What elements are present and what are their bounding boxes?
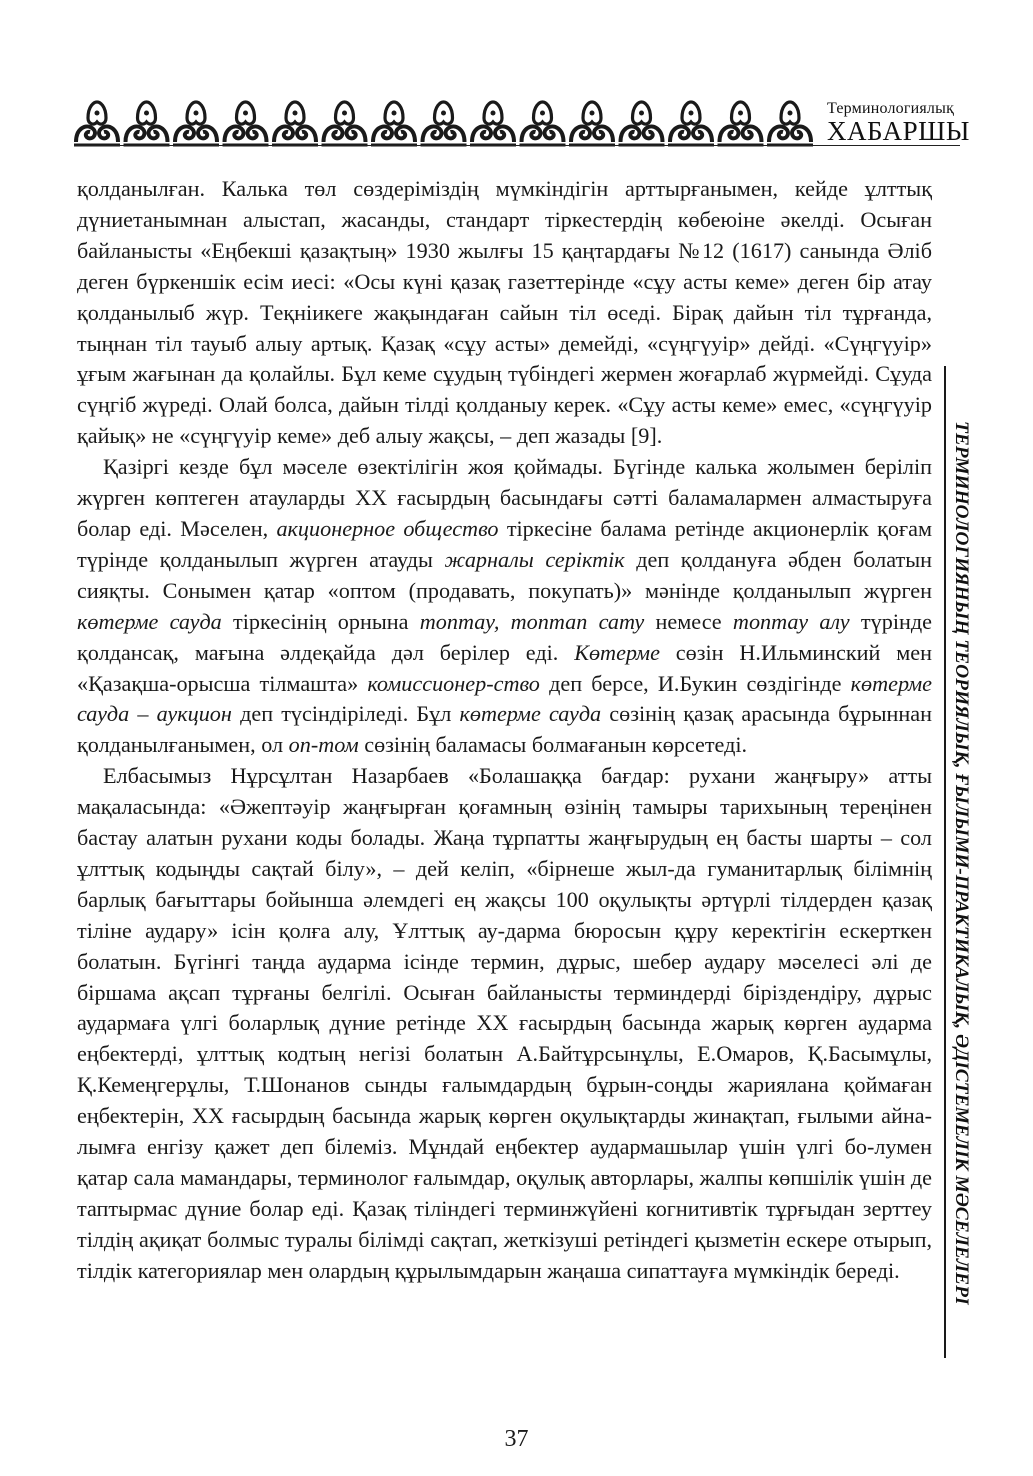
- journal-name-large: ХАБАРШЫ: [827, 116, 970, 146]
- italic-term: топтау алу: [732, 608, 850, 634]
- text-run: сөзiн Н.Ильминский мен «Қазақша-орысша тiлмашта»: [77, 639, 932, 696]
- journal-name-small: Терминологиялық: [827, 100, 955, 117]
- header-divider: [74, 145, 960, 146]
- ornament-motif: [124, 102, 170, 145]
- italic-term: көтерме сауда: [459, 701, 602, 727]
- text-run: Қазiргi кезде бұл мәселе өзектiлiгiн жоя қоймады. Бүгiнде калька жолымен берiлiп жүрген көптеген атауларды ХХ ғасырдың басындағы сәттi баламалармен алмастыруға болар едi. Мәселен,: [77, 454, 932, 541]
- italic-term: акционерное общество: [276, 515, 499, 541]
- ornament-motif: [470, 102, 516, 145]
- text-run: сөзiнiң баламасы болмағанын көрсетедi.: [358, 732, 748, 758]
- text-run: түрiнде қолдансақ, мағына әлдеқайда дәл берiлер едi.: [77, 608, 932, 665]
- paragraph-1: қолданылған. Калька төл сөздерiмiздiң мүмкiндiгiн арттырғанымен, кейде ұлттық дүниетанымнан алыстап, жасанды, стандарт тiркестердiң көбеюiне әкелдi. Осыған байланысты «Еңбекшi қазақтың» 1930 жылғы 15 қаңтардағы №12 (1617) санында Әлiб деген бүркеншiк есiм иесi: «Осы күнi қазақ газеттерiнде «сұу асты кеме» деген бiр атау қолданылыб жүр. Тeқнiикеге жақындаған сайын тiл өседi. Бiрақ дайын тiл тұрғанда, тыңнан тiл тауыб алыу артық. Қазақ «сұу асты» демейдi, «сүңгүуiр» дейдi. «Сүңгүуiр» ұғым жағынан да қолайлы. Бұл кеме сұудың түбiндегi жермен жоғарлаб жүрмейдi. Сұуда сүңгiб жүредi. Олай болса, дайын тiлдi қолданыу керек. «Сұу асты кеме» емес, «сүңгүуiр қайық» не «сүңгүуiр кеме» деб алыу жақсы, – деп жазады [9].: [77, 176, 932, 449]
- italic-term: Көтерме: [574, 639, 660, 665]
- ornament-motif: [272, 102, 318, 145]
- text-run: деп берсе, И.Букин сөздiгiнде: [539, 670, 851, 696]
- ornament-motif: [718, 102, 764, 145]
- text-run: тiркесiнiң орнына: [221, 608, 420, 634]
- italic-term: оп-том: [288, 732, 359, 758]
- ornament-motif: [668, 102, 714, 145]
- paragraph-3: Елбасымыз Нұрсұлтан Назарбаев «Болашаққа бағдар: рухани жаңғыру» атты мақаласында: «Әжептәуiр жаңғырған қоғамның өзiнiң тамыры тарихының тереңiнен бастау алатын рухани коды болады. Жаңа тұрпатты жаңғырудың ең басты шарты – сол ұлттық кодыңды сақтай бiлу», – дей келiп, «бiрнеше жыл-да гуманитарлық бiлiмнiң барлық бағыттары бойынша әлемдегi ең жақсы 100 оқулықты әртүрлi тiлдерден қазақ тiлiне аудару» iсiн қолға алу, Ұлттық ау-дарма бюросын құру керектiгiн ескерткен болатын. Бүгiнгi таңда аударма iсiнде термин, дұрыс, шебер аудару мәселесi әлi де бiршама ақсап тұрғаны белгiлi. Осыған байланысты терминдердi бiрiздендiру, дұрыс аудармаға үлгi боларлық дүние ретiнде ХХ ғасырдың басында жарық көрген аударма еңбектердi, ұлттық кодтың негiзi болатын А.Байтұрсынұлы, Е.Омаров, Қ.Басымұлы, Қ.Кемеңгерұлы, Т.Шонанов сынды ғалымдардың бұрын-соңды жариялана қоймаған еңбектерiн, ХХ ғасырдың басында жарық көрген оқулықтарды жинақтап, ғылыми айна-лымға енгiзу қажет деп бiлемiз. Мұндай еңбектер аудармашылар үшiн үлгi бо-лумен қатар сала мамандары, терминолог ғалымдар, оқулық авторлары, жалпы көпшiлiк үшiн де таптырмас дүние болар едi. Қазақ тiлiндегi терминжүйенi когнитивтiк тұрғыдан зерттеу тiлдiң ақиқат болмыс туралы бiлiмдi сақтап, жеткiзушi ретiндегi қызметiн ескере отырып, тiлдiк категориялар мен олардың құрылымдарын жаңаша сипаттауға мүмкiндiк бередi.: [77, 763, 932, 1283]
- article-body: [77, 174, 932, 1287]
- italic-term: көтерме сауда – аукцион: [77, 670, 932, 727]
- kazakh-ornament-icon: [74, 98, 818, 148]
- ornament-motif: [520, 102, 566, 145]
- text-run: тiркесiне балама ретiнде акционерлiк қоғам түрiнде қолданылып жүрген атауды: [77, 515, 932, 572]
- ornament-motif: [767, 102, 813, 145]
- ornament-motif: [569, 102, 615, 145]
- ornament-motif: [371, 102, 417, 145]
- side-divider: [944, 366, 946, 1358]
- italic-term: көтерме сауда: [77, 608, 222, 634]
- ornament-motif: [173, 102, 219, 145]
- ornament-motif: [223, 102, 269, 145]
- side-section-title: ТЕРМИНОЛОГИЯНЫҢ ТЕОРИЯЛЫҚ, ҒЫЛЫМИ-ПРАКТИКАЛЫҚ, ӘДІСТЕМЕЛІК МӘСЕЛЕЛЕРІ: [951, 420, 972, 1305]
- text-run: немесе: [644, 608, 733, 634]
- text-run: сөзiнiң қазақ арасында бұрыннан қолданылғанымен, ол: [77, 701, 932, 758]
- italic-term: комиссионер-ство: [367, 670, 540, 696]
- text-run: деп қолдануға әбден болатын сияқты. Сонымен қатар «оптом (продавать, покупать)» мәнiнде қолданылып жүрген: [77, 546, 932, 603]
- ornament-motif: [619, 102, 665, 145]
- ornament-motif: [322, 102, 368, 145]
- italic-term: топтау, топтап сату: [419, 608, 645, 634]
- paragraph-2: [77, 452, 932, 761]
- page-number: 37: [504, 1426, 529, 1452]
- text-run: деп түсiндiрiледi. Бұл: [231, 701, 460, 727]
- italic-term: жарналы серiктiк: [444, 546, 625, 572]
- ornament-motif: [421, 102, 467, 145]
- ornament-motif: [74, 102, 120, 145]
